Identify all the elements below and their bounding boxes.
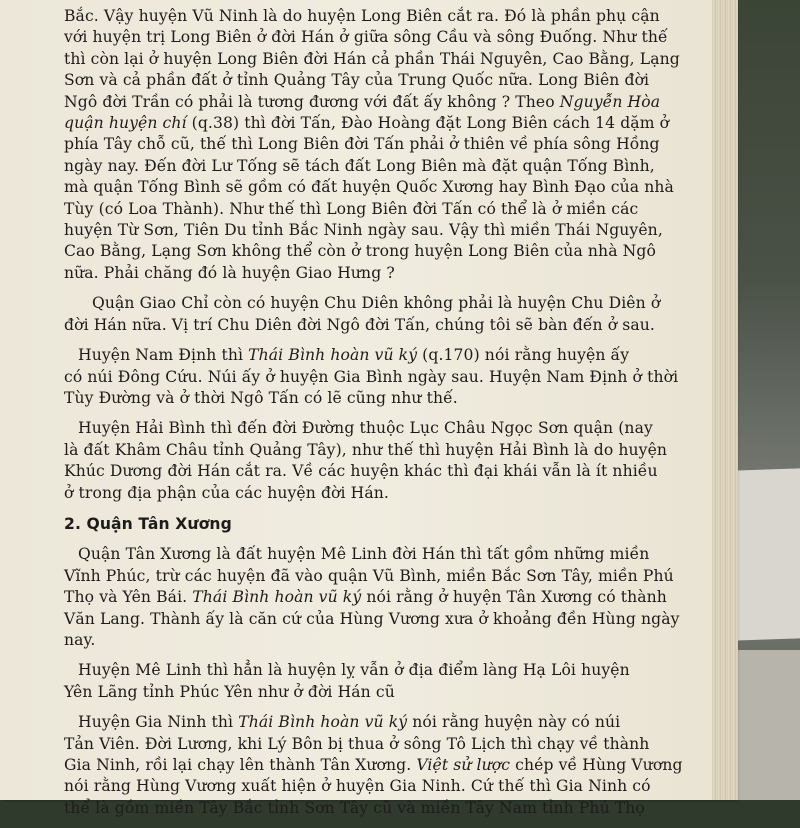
text-segment: Gia Ninh, rồi lại chạy lên thành Tân Xương. xyxy=(64,756,417,774)
book-title: Việt sử lược xyxy=(416,756,511,774)
page-edge xyxy=(712,0,738,800)
text-segment: Huyện Gia Ninh thì xyxy=(78,713,239,732)
paragraph-nam-dinh xyxy=(64,345,704,409)
book-title: Thái Bình hoàn vũ ký xyxy=(238,713,408,732)
paragraph-long-bien xyxy=(64,6,704,284)
text-line: Văn Lang. Thành ấy là căn cứ của Hùng Vương xưa ở khoảng đền Hùng ngày xyxy=(64,609,680,628)
text-segment: chép về Hùng Vương xyxy=(510,756,683,774)
text-line: thì còn lại ở huyện Long Biên đời Hán cả phần Thái Nguyên, Cao Bằng, Lạng xyxy=(64,49,680,68)
text-line xyxy=(64,345,704,366)
book-title: Nguyễn Hòa xyxy=(559,92,661,111)
text-segment: Huyện Nam Định thì xyxy=(78,346,249,365)
text-segment: (q.38) thì đời Tấn, Đào Hoàng đặt Long Biên cách 14 dặm ở xyxy=(186,114,670,133)
text-line: phía Tây chỗ cũ, thế thì Long Biên đời Tấn phải ở thiên về phía sông Hồng xyxy=(64,135,660,154)
text-line: huyện Từ Sơn, Tiên Du tỉnh Bắc Ninh ngày sau. Vậy thì miền Thái Nguyên, xyxy=(64,221,663,240)
text-line: Yên Lãng tỉnh Phúc Yên như ở đời Hán cũ xyxy=(64,682,395,701)
text-line: là đất Khâm Châu tỉnh Quảng Tây), như thế thì huyện Hải Bình là do huyện xyxy=(64,440,668,459)
book-title: quận huyện chí xyxy=(64,114,187,133)
text-line: Quận Tân Xương là đất huyện Mê Linh đời Hán thì tất gồm những miền xyxy=(78,545,650,564)
text-line: mà quận Tống Bình sẽ gồm có đất huyện Quốc Xương hay Bình Đạo của nhà xyxy=(64,178,674,197)
text-line xyxy=(64,712,704,733)
text-line: nữa. Phải chăng đó là huyện Giao Hưng ? xyxy=(64,263,395,282)
text-line: Tản Viên. Đời Lương, khi Lý Bôn bị thua ở sông Tô Lịch thì chạy về thành xyxy=(64,734,650,753)
paragraph-hai-binh xyxy=(64,418,704,504)
text-line: thể là gồm miền Tây Bắc tỉnh Sơn Tây cũ và miền Tây Nam tỉnh Phú Thọ xyxy=(64,798,645,817)
text-line: ở trong địa phận của các huyện đời Hán. xyxy=(64,483,389,502)
text-line: Bắc. Vậy huyện Vũ Ninh là do huyện Long Biên cắt ra. Đó là phần phụ cận xyxy=(64,7,660,25)
paragraph-chu-dien xyxy=(64,293,704,336)
text-line: Quận Giao Chỉ còn có huyện Chu Diên không phải là huyện Chu Diên ở xyxy=(92,294,661,313)
text-line: Vĩnh Phúc, trừ các huyện đã vào quận Vũ Bình, miền Bắc Sơn Tây, miền Phú xyxy=(64,566,674,585)
text-line xyxy=(64,92,704,113)
paragraph-tan-xuong xyxy=(64,544,704,651)
text-line: có núi Đông Cứu. Núi ấy ở huyện Gia Bình ngày sau. Huyện Nam Định ở thời xyxy=(64,367,679,386)
book-title: Thái Bình hoàn vũ ký xyxy=(192,588,362,607)
book-title: Thái Bình hoàn vũ ký xyxy=(248,346,418,365)
text-line: nói rằng Hùng Vương xuất hiện ở huyện Gia Ninh. Cứ thế thì Gia Ninh có xyxy=(64,777,651,796)
section-heading: 2. Quận Tân Xương xyxy=(64,514,232,533)
text-line xyxy=(64,113,704,134)
text-segment: Ngô đời Trần có phải là tương đương với đất ấy không ? Theo xyxy=(64,92,560,111)
text-line: Huyện Mê Linh thì hẳn là huyện lỵ vẫn ở địa điểm làng Hạ Lôi huyện xyxy=(78,661,630,680)
text-line: Tùy Đường và ở thời Ngô Tấn có lẽ cũng như thế. xyxy=(64,388,458,407)
page-text xyxy=(64,6,704,828)
paragraph-me-linh xyxy=(64,660,704,703)
text-line: Cao Bằng, Lạng Sơn không thể còn ở trong huyện Long Biên của nhà Ngô xyxy=(64,242,656,261)
text-line: Tùy (có Loa Thành). Như thế thì Long Biên đời Tấn có thể là ở miền các xyxy=(64,199,639,218)
text-segment: (q.170) nói rằng huyện ấy xyxy=(417,346,630,365)
text-segment: nói rằng huyện này có núi xyxy=(407,713,621,732)
text-line xyxy=(64,755,704,776)
text-line: đời Hán nữa. Vị trí Chu Diên đời Ngô đời Tấn, chúng tôi sẽ bàn đến ở sau. xyxy=(64,315,655,334)
text-segment: Thọ và Yên Bái. xyxy=(64,588,193,607)
text-line: Sơn và cả phần đất ở tỉnh Quảng Tây của Trung Quốc nữa. Long Biên đời xyxy=(64,71,650,90)
text-line: Khúc Dương đời Hán cắt ra. Về các huyện khác thì đại khái vẫn là ít nhiều xyxy=(64,462,658,481)
paragraph-gia-ninh xyxy=(64,712,704,819)
text-line: nay. xyxy=(64,630,96,649)
text-line: Huyện Hải Bình thì đến đời Đường thuộc Lục Châu Ngọc Sơn quận (nay xyxy=(78,419,653,438)
text-line xyxy=(64,587,704,608)
text-line: ngày nay. Đến đời Lư Tống sẽ tách đất Long Biên mà đặt quận Tống Bình, xyxy=(64,156,655,175)
text-segment: nói rằng ở huyện Tân Xương có thành xyxy=(361,588,667,607)
text-line: với huyện trị Long Biên ở đời Hán ở giữa sông Cầu và sông Đuống. Như thế xyxy=(64,28,668,47)
